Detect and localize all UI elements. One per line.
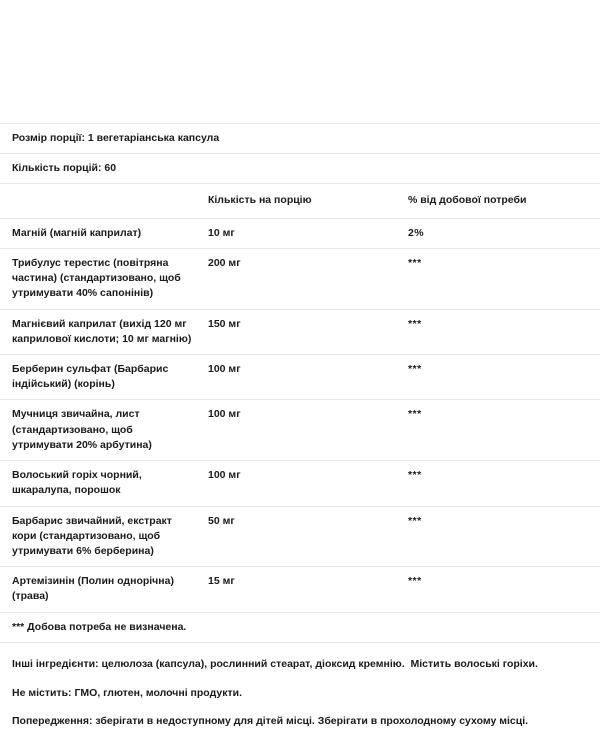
serving-size-row <box>0 124 600 154</box>
ingredient-amount: 100 мг <box>200 461 400 506</box>
ingredient-daily-value: *** <box>400 461 600 506</box>
table-row <box>0 567 600 612</box>
column-header-amount-per-serving: Кількість на порцію <box>200 184 400 218</box>
ingredient-daily-value: *** <box>400 354 600 399</box>
ingredient-amount: 10 мг <box>200 218 400 248</box>
column-header-name <box>0 184 200 218</box>
table-body <box>0 124 600 643</box>
ingredient-amount: 100 мг <box>200 400 400 461</box>
table-row <box>0 309 600 354</box>
notes-section <box>0 657 600 730</box>
ingredient-name: Барбарис звичайний, екстракт кори (стандартизовано, щоб утримувати 6% берберина) <box>0 506 200 567</box>
daily-value-footnote: *** Добова потреба не визначена. <box>0 612 600 642</box>
servings-per-container-label: Кількість порцій: 60 <box>0 154 600 184</box>
column-header-daily-value: % від добової потреби <box>400 184 600 218</box>
ingredient-name: Берберин сульфат (Барбарис індійський) (корінь) <box>0 354 200 399</box>
daily-value-footnote-row <box>0 612 600 642</box>
table-row <box>0 400 600 461</box>
supplement-facts-table <box>0 123 600 643</box>
ingredient-daily-value: *** <box>400 248 600 309</box>
table-row <box>0 354 600 399</box>
servings-per-container-row <box>0 154 600 184</box>
table-row <box>0 461 600 506</box>
ingredient-name: Трибулус терестис (повітряна частина) (стандартизовано, щоб утримувати 40% сапонінів) <box>0 248 200 309</box>
ingredient-name: Артемізинін (Полин однорічна) (трава) <box>0 567 200 612</box>
ingredient-daily-value: 2% <box>400 218 600 248</box>
supplement-facts-panel <box>0 123 600 743</box>
table-row <box>0 506 600 567</box>
table-row <box>0 248 600 309</box>
table-header-row <box>0 184 600 218</box>
warning-text: Попередження: зберігати в недоступному для дітей місці. Зберігати в прохолодному сухому місці. <box>12 715 529 728</box>
ingredient-daily-value: *** <box>400 567 600 612</box>
ingredient-daily-value: *** <box>400 400 600 461</box>
ingredient-name: Магнієвий каприлат (вихід 120 мг каприлової кислоти; 10 мг магнію) <box>0 309 200 354</box>
ingredient-amount: 100 мг <box>200 354 400 399</box>
ingredient-daily-value: *** <box>400 506 600 567</box>
ingredient-amount: 150 мг <box>200 309 400 354</box>
ingredient-name: Магній (магній каприлат) <box>0 218 200 248</box>
other-ingredients-text: Інші інгредієнти: целюлоза (капсула), рослинний стеарат, діоксид кремнію. Містить волоські горіхи. <box>12 657 538 670</box>
ingredient-name: Волоський горіх чорний, шкаралупа, порошок <box>0 461 200 506</box>
ingredient-name: Мучниця звичайна, лист (стандартизовано, щоб утримувати 20% арбутина) <box>0 400 200 461</box>
ingredient-daily-value: *** <box>400 309 600 354</box>
serving-size-label: Розмір порції: 1 вегетаріанська капсула <box>0 124 600 154</box>
free-from-text: Не містить: ГМО, глютен, молочні продукти. <box>12 686 242 699</box>
table-row <box>0 218 600 248</box>
ingredient-amount: 15 мг <box>200 567 400 612</box>
ingredient-amount: 200 мг <box>200 248 400 309</box>
ingredient-amount: 50 мг <box>200 506 400 567</box>
